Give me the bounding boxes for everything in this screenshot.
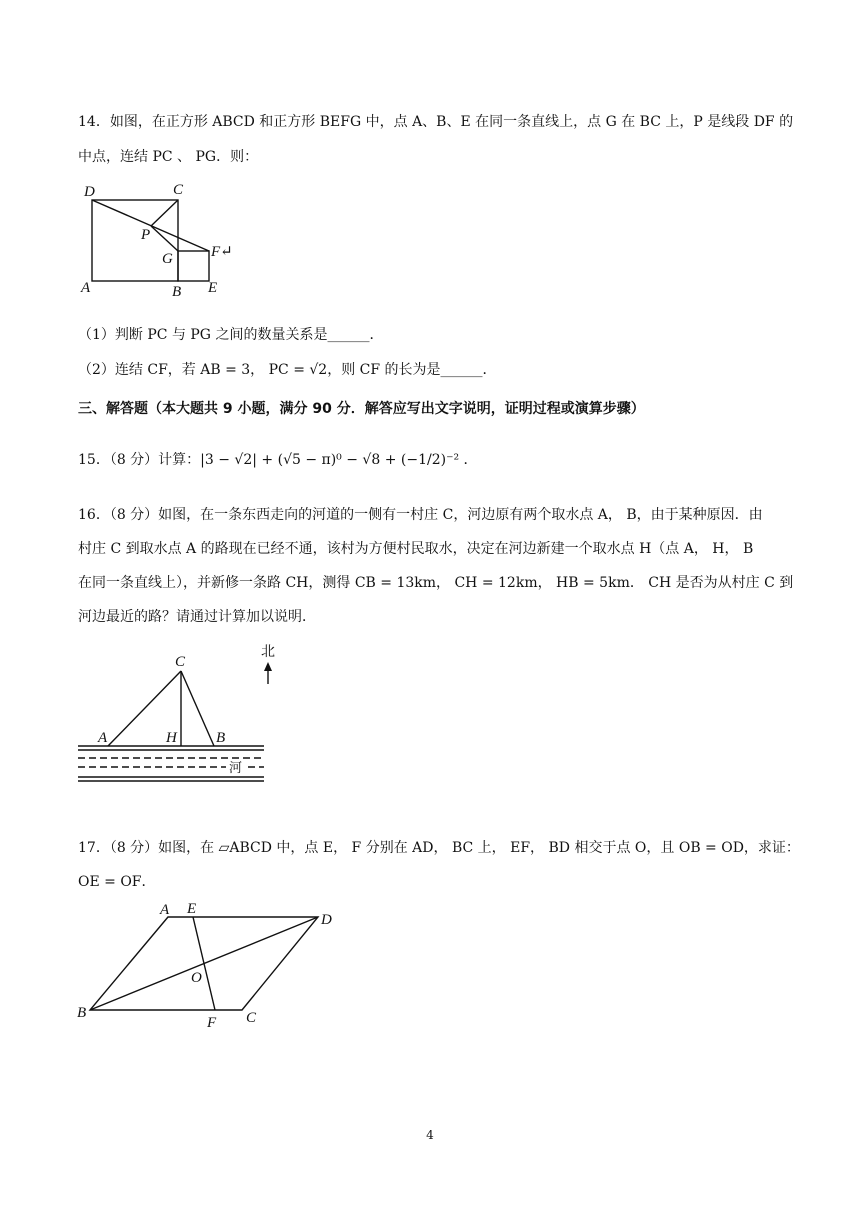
q16-figure xyxy=(78,638,275,788)
label-d: D xyxy=(84,184,95,200)
q14-part2: （2）连结 CF，若 AB = 3， PC = √2，则 CF 的长为是______． xyxy=(78,362,497,378)
label-a: A xyxy=(81,280,91,296)
label-c: C xyxy=(175,654,186,670)
label-c: C xyxy=(173,182,184,198)
label-b: B xyxy=(77,1005,87,1021)
label-a: A xyxy=(160,902,170,918)
label-d: D xyxy=(321,912,332,928)
label-a: A xyxy=(98,730,108,746)
q17-text-line2: OE = OF． xyxy=(78,874,156,890)
square-befg xyxy=(178,251,209,281)
q15-prefix: 15．（8 分）计算： xyxy=(78,452,201,468)
q15-text xyxy=(78,450,478,470)
segment-pc xyxy=(151,200,178,226)
q16-text-line2: 村庄 C 到取水点 A 的路现在已经不通，该村为方便村民取水，决定在河边新建一个取水点 H（点 A， H， B xyxy=(78,541,754,557)
segment-pg xyxy=(151,226,178,251)
q14-text-line2: 中点，连结 PC 、 PG．则： xyxy=(78,149,259,165)
label-e: E xyxy=(208,280,218,296)
label-c: C xyxy=(246,1010,257,1026)
label-o: O xyxy=(191,970,202,986)
q17-figure xyxy=(74,896,344,1032)
q14-text-line1: 14．如图，在正方形 ABCD 和正方形 BEFG 中，点 A、B、E 在同一条直线上，点 G 在 BC 上，P 是线段 DF 的 xyxy=(78,114,794,130)
section-3-heading: 三、解答题（本大题共 9 小题，满分 90 分．解答应写出文字说明，证明过程或演算步骤） xyxy=(78,401,645,417)
q14-part1: （1）判断 PC 与 PG 之间的数量关系是______． xyxy=(78,327,384,343)
label-river: 河 xyxy=(229,760,243,775)
label-b: B xyxy=(216,730,226,746)
q16-text-line4: 河边最近的路？请通过计算加以说明． xyxy=(78,609,316,625)
label-g: G xyxy=(162,251,173,267)
q17-text-line1: 17．（8 分）如图，在 ▱ABCD 中，点 E， F 分别在 AD， BC 上， EF， BD 相交于点 O，且 OB = OD，求证： xyxy=(78,840,800,856)
label-h: H xyxy=(166,730,177,746)
q14-figure xyxy=(78,178,248,300)
page-number: 4 xyxy=(426,1128,434,1142)
segment-df xyxy=(92,200,209,251)
label-e: E xyxy=(187,901,197,917)
label-north: 北 xyxy=(261,645,275,660)
q15-expression: |3 − √2| + (√5 − π)⁰ − √8 + (−1/2)⁻² ． xyxy=(200,452,478,468)
road-cb xyxy=(181,671,214,746)
north-arrow-icon xyxy=(264,662,272,671)
q16-text-line1: 16．（8 分）如图，在一条东西走向的河道的一侧有一村庄 C，河边原有两个取水点 A， B，由于某种原因．由 xyxy=(78,507,763,523)
label-f: F xyxy=(207,1015,217,1031)
label-p: P xyxy=(141,227,151,243)
q16-text-line3: 在同一条直线上），并新修一条路 CH，测得 CB = 13km， CH = 12km， HB = 5km． CH 是否为从村庄 C 到 xyxy=(78,575,794,591)
label-f: F↵ xyxy=(211,244,233,260)
segment-ef xyxy=(193,917,215,1010)
label-b: B xyxy=(172,284,182,300)
